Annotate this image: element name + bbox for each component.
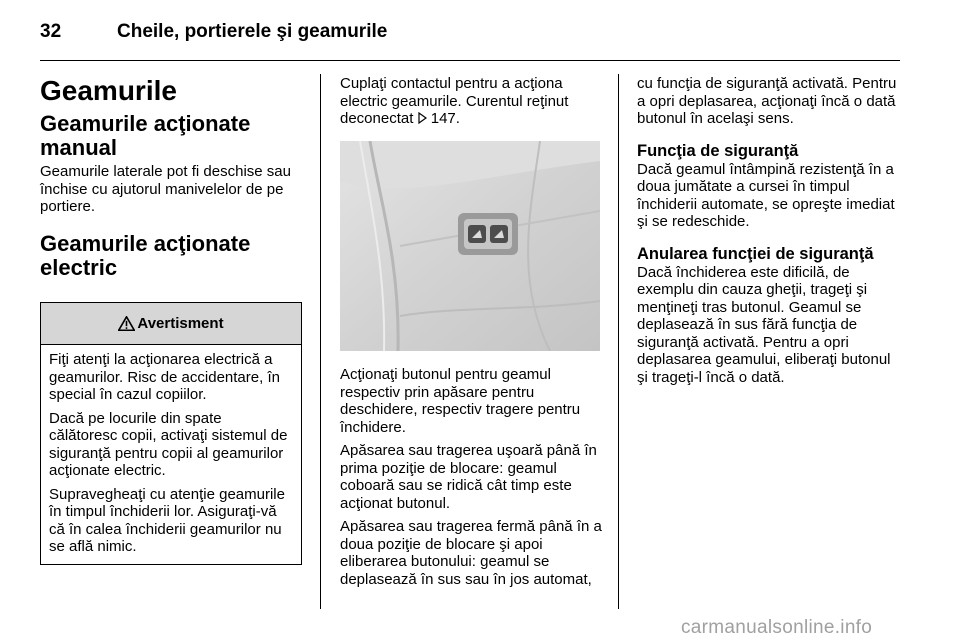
safety-paragraph: Dacă geamul întâmpină rezistenţă în a doua jumătate a cursei în timpul închiderii automate, se opreşte imediat şi se redeschide. — [637, 160, 895, 230]
page-number: 32 — [40, 21, 62, 42]
subheading-manual: Geamurile acţionate manual — [40, 111, 251, 160]
intro-text: Cuplaţi contactul pentru a acţiona electric geamurile. Curentul reţinut deconectat — [340, 75, 569, 127]
column-2-lower — [340, 366, 604, 594]
intro-paragraph — [340, 75, 604, 128]
header-rule — [40, 60, 900, 61]
triangle-reference-icon — [418, 112, 427, 124]
chapter-title: Cheile, portierele şi geamurile — [117, 21, 388, 42]
warning-header — [41, 303, 301, 345]
column-3 — [637, 75, 905, 392]
heading-override: Anularea funcţiei de siguranţă — [637, 244, 874, 263]
warning-body — [41, 345, 301, 556]
warning-paragraph: Supravegheaţi cu atenţie geamurile în timpul închiderii lor. Asiguraţi-vă că în calea închiderii geamurilor nu se află nimic. — [49, 485, 285, 555]
subheading-electric: Geamurile acţionate electric — [40, 230, 251, 280]
watermark: carmanualsonline.info — [681, 617, 873, 638]
warning-title: Avertisment — [137, 315, 224, 332]
override-paragraph: Dacă închiderea este dificilă, de exemplu din cauza gheţii, trageţi şi menţineţi tras butonul. Geamul se deplasează în sus fără funcţia de siguranţă activată. Pentru a opri deplasarea geamului, eliberaţi butonul şi trageţi-l încă o dată. — [637, 263, 891, 386]
warning-box — [40, 302, 302, 565]
column-divider-2 — [618, 74, 619, 609]
manual-text: Geamurile laterale pot fi deschise sau închise cu ajutorul manivelelor de pe portiere. — [40, 163, 291, 215]
warning-triangle-icon — [118, 316, 135, 331]
continued-paragraph: cu funcţia de siguranţă activată. Pentru a opri deplasarea, acţionaţi încă o dată butonul în acelaşi sens. — [637, 75, 897, 127]
body-paragraph: Acţionaţi butonul pentru geamul respectiv prin apăsare pentru deschidere, respectiv tragere pentru închidere. — [340, 366, 581, 436]
body-paragraph: Apăsarea sau tragerea fermă până în a doua poziţie de blocare şi apoi eliberarea butonului: geamul se deplasează în sus sau în jos automat, — [340, 518, 602, 588]
warning-paragraph: Fiţi atenţi la acţionarea electrică a geamurilor. Risc de accidentare, în special în cazul copiilor. — [49, 351, 280, 403]
reference-page: 147. — [430, 110, 460, 127]
body-paragraph: Apăsarea sau tragerea uşoară până în prima poziţie de blocare: geamul coboară sau se ridică cât timp este acţionat butonul. — [340, 442, 597, 512]
warning-paragraph: Dacă pe locurile din spate călătoresc copii, activaţi sistemul de siguranţă pentru copii al geamurilor acţionate electric. — [49, 409, 288, 479]
column-2 — [340, 75, 604, 134]
heading-safety-function: Funcţia de siguranţă — [637, 141, 799, 160]
column-divider-1 — [320, 74, 321, 609]
column-1 — [40, 75, 305, 280]
window-switch-photo — [340, 141, 600, 351]
section-heading-geamurile: Geamurile — [40, 75, 177, 106]
